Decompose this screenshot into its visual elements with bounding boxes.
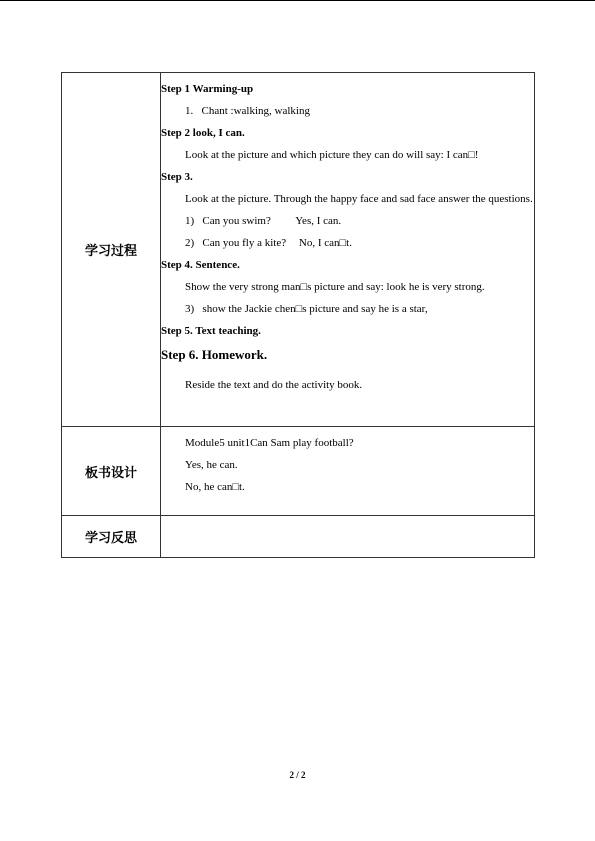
board-label: 板书设计: [62, 427, 161, 516]
question-2-text: Can you fly a kite?: [202, 237, 287, 249]
question-3-number: 3): [185, 303, 195, 315]
step6-heading: Step 6. Homework.: [161, 347, 268, 362]
step2-heading: Step 2 look, I can.: [161, 127, 245, 139]
process-row: [62, 73, 535, 427]
question-1: [161, 210, 534, 232]
homework-text: Reside the text and do the activity book.: [185, 379, 363, 391]
chant-number: 1.: [185, 105, 194, 117]
board-row: [62, 427, 535, 516]
board-content: [161, 427, 535, 516]
reflection-label: 学习反思: [62, 516, 161, 558]
step3-heading: Step 3.: [161, 171, 193, 183]
board-line-2: Yes, he can.: [185, 459, 238, 471]
question-2-number: 2): [185, 237, 195, 249]
question-3: [161, 298, 534, 320]
reflection-content: [161, 516, 535, 558]
board-line-3: No, he can□t.: [185, 481, 245, 493]
process-content: [161, 73, 535, 427]
page-number: 2 / 2: [289, 770, 306, 780]
top-rule: [0, 0, 595, 1]
step5-heading: Step 5. Text teaching.: [161, 325, 261, 337]
reflection-row: [62, 516, 535, 558]
happy-sad-text: Look at the picture. Through the happy face and sad face answer the questions.: [185, 193, 533, 205]
question-3-text: show the Jackie chen□s picture and say he is a star,: [202, 303, 428, 315]
chant-text: Chant :walking, walking: [201, 105, 310, 117]
look-picture-text: Look at the picture and which picture they can do will say: I can□!: [185, 149, 479, 161]
question-1-answer: Yes, I can.: [295, 215, 342, 227]
step1-heading: Step 1 Warming-up: [161, 83, 254, 95]
chant-item: [161, 100, 534, 122]
strong-man-text: Show the very strong man□s picture and say: look he is very strong.: [185, 281, 485, 293]
step4-heading: Step 4. Sentence.: [161, 259, 240, 271]
question-1-number: 1): [185, 215, 195, 227]
board-line-1: Module5 unit1Can Sam play football?: [185, 437, 354, 449]
question-1-text: Can you swim?: [202, 215, 271, 227]
question-2-answer: No, I can□t.: [298, 237, 352, 249]
process-label: 学习过程: [62, 73, 161, 427]
question-2: [161, 232, 534, 254]
lesson-plan-table: [61, 72, 535, 558]
